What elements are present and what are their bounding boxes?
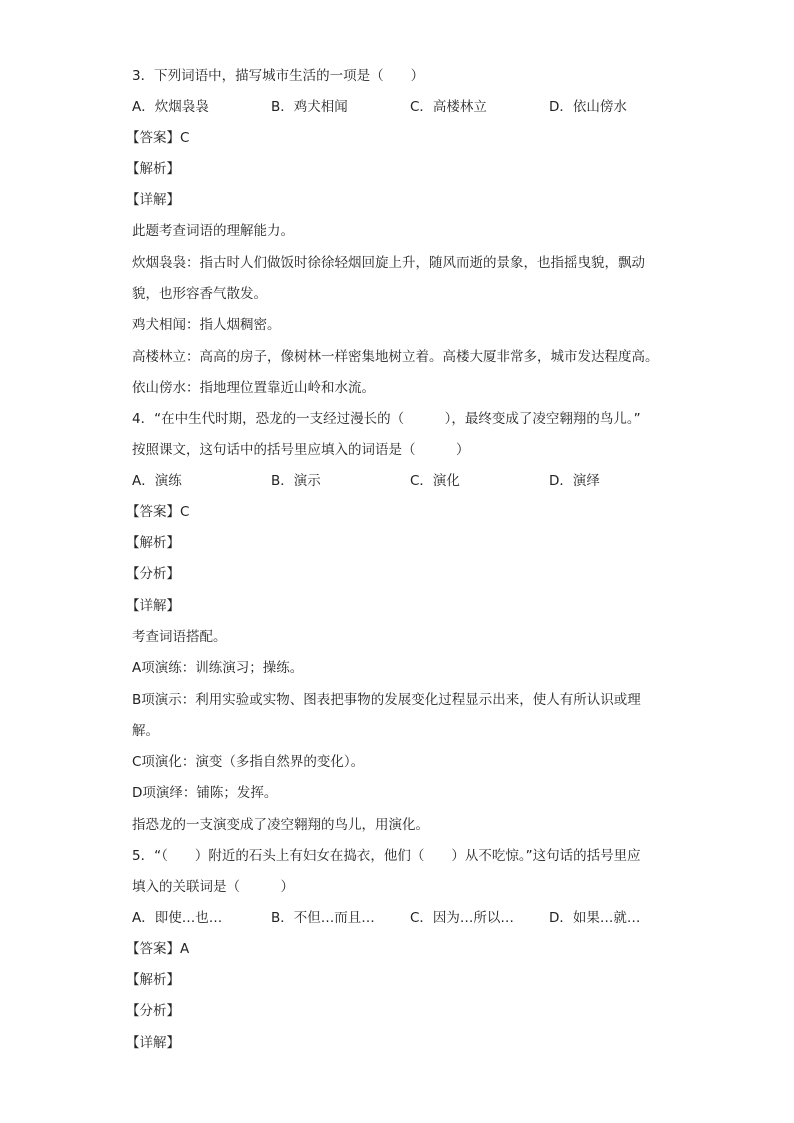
q3-explanation-2: 貌，也形容香气散发。 xyxy=(132,286,267,302)
q5-detail-line xyxy=(126,1033,672,1053)
q3-explanation-3: 鸡犬相闻：指人烟稠密。 xyxy=(132,317,281,333)
q3-explanation-5: 依山傍水：指地理位置靠近山岭和水流。 xyxy=(132,380,375,396)
q4-explanation-1: A项演练：训练演习；操练。 xyxy=(132,660,304,676)
q4-detail-line xyxy=(126,596,672,616)
q5-fenxi-label: 【分析】 xyxy=(126,1003,180,1019)
q5-option-a: A．即使…也… xyxy=(132,910,223,926)
q5-answer-line xyxy=(126,939,672,959)
q3-explanation-4: 高楼林立：高高的房子，像树林一样密集地树立着。高楼大厦非常多，城市发达程度高。 xyxy=(132,349,659,365)
q4-explanation-2: B项演示：利用实验或实物、图表把事物的发展变化过程显示出来，使人有所认识或理 xyxy=(132,692,641,708)
q5-stem-line2: 填入的关联词是（ ） xyxy=(132,879,294,895)
q4-option-c: C．演化 xyxy=(410,473,460,489)
q3-explanation-0: 此题考查词语的理解能力。 xyxy=(132,223,294,239)
q4-explanation-0: 考查词语搭配。 xyxy=(132,629,227,645)
q5-analysis-line xyxy=(126,970,672,990)
q3-explanation-1: 炊烟袅袅：指古时人们做饭时徐徐轻烟回旋上升，随风而逝的景象，也指摇曳貌，飘动 xyxy=(132,255,645,271)
q4-analysis-line xyxy=(126,533,672,553)
q4-explanation-6: 指恐龙的一支演变成了凌空翱翔的鸟儿，用演化。 xyxy=(132,817,429,833)
q4-explanation-5: D项演绎：铺陈；发挥。 xyxy=(132,785,278,801)
q4-fenxi-label: 【分析】 xyxy=(126,566,180,582)
q4-stem-line2: 按照课文，这句话中的括号里应填入的词语是（ ） xyxy=(132,442,470,458)
q4-explanation-4: C项演化：演变（多指自然界的变化）。 xyxy=(132,754,365,770)
q4-stem-line1: 4．“在中生代时期，恐龙的一支经过漫长的（ ），最终变成了凌空翱翔的鸟儿。” xyxy=(132,411,641,427)
q4-option-b: B．演示 xyxy=(271,473,321,489)
q3-analysis-label: 【解析】 xyxy=(126,161,180,177)
q5-stem-line1: 5．“（ ）附近的石头上有妇女在捣衣，他们（ ）从不吃惊。”这句话的括号里应 xyxy=(132,848,641,864)
q4-fenxi-line xyxy=(126,564,672,584)
q3-option-a: A．炊烟袅袅 xyxy=(132,99,209,115)
q5-option-b: B．不但…而且… xyxy=(271,910,375,926)
q3-option-d: D．依山傍水 xyxy=(549,99,627,115)
q5-analysis-label: 【解析】 xyxy=(126,972,180,988)
q3-detail-label: 【详解】 xyxy=(126,192,180,208)
q3-detail-line xyxy=(126,190,672,210)
q5-detail-label: 【详解】 xyxy=(126,1035,180,1051)
q3-option-b: B．鸡犬相闻 xyxy=(271,99,348,115)
q4-answer-line xyxy=(126,502,672,522)
q4-detail-label: 【详解】 xyxy=(126,598,180,614)
q3-answer: 【答案】C xyxy=(126,130,190,146)
q3-option-c: C．高楼林立 xyxy=(410,99,487,115)
q3-analysis-line xyxy=(126,159,672,179)
q5-option-d: D．如果…就… xyxy=(549,910,641,926)
q4-option-a: A．演练 xyxy=(132,473,182,489)
q4-analysis-label: 【解析】 xyxy=(126,535,180,551)
q5-answer: 【答案】A xyxy=(126,941,190,957)
q3-stem: 3．下列词语中，描写城市生活的一项是（ ） xyxy=(132,68,425,84)
q4-answer: 【答案】C xyxy=(126,504,190,520)
q4-explanation-3: 解。 xyxy=(132,723,159,739)
q5-fenxi-line xyxy=(126,1001,672,1021)
q5-option-c: C．因为…所以… xyxy=(410,910,514,926)
q3-answer-line xyxy=(126,128,672,148)
q4-option-d: D．演绎 xyxy=(549,473,600,489)
